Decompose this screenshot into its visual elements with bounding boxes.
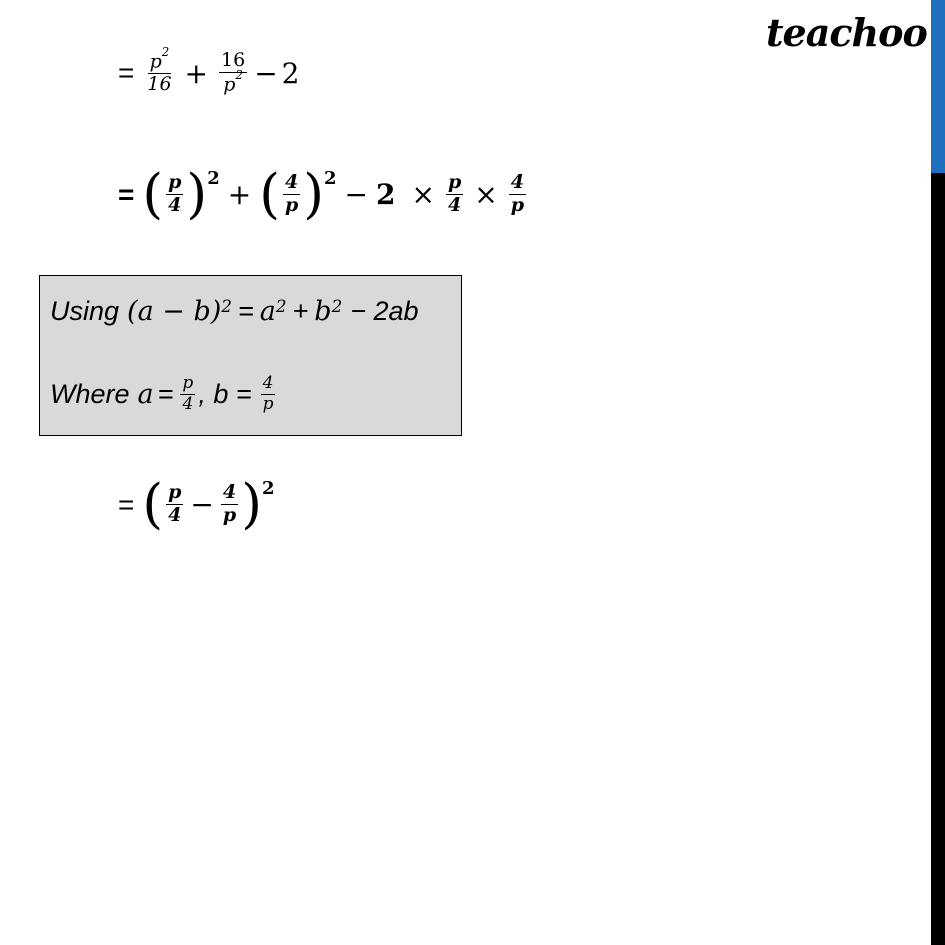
identity-note-box [39,275,462,436]
fraction-p-over-4-note: $\frac{p}{4}$ [182,373,194,414]
fraction-16-over-p2: $\frac{16}{p^2}$ [221,49,246,96]
fraction-4-over-p-note: $\frac{4}{p}$ [262,373,274,414]
equals-sign: = [118,488,135,520]
step-2-expression: = ( $\frac{p}{4}$ ) 2 + ( $\frac{4}{p}$ ) 2 − 2 × $\frac{p}{4}$ × $\frac{4}{p}$ [118,163,525,225]
fraction-p-over-4-b: $\frac{p}{4}$ [447,171,462,217]
minus-sign: − [254,56,278,90]
sidebar-accent-stripe [931,0,945,173]
equals-sign: = [118,57,135,88]
fraction-p-over-4-c: $\frac{p}{4}$ [168,481,182,527]
identity-line: Using (a − b) 2 = a 2 + b 2 − 2ab [50,295,419,327]
constant-two: 2 [281,56,300,90]
step-3-expression: = ( $\frac{p}{4}$ − $\frac{4}{p}$ ) 2 [118,473,275,535]
fraction-4-over-p-b: $\frac{4}{p}$ [510,171,525,217]
step-1-expression [118,44,300,96]
teachoo-logo: teachoo [766,10,927,55]
plus-sign: + [184,56,209,90]
right-sidebar-bar [931,0,945,945]
fraction-4-over-p: $\frac{4}{p}$ [284,171,299,217]
fraction-p-over-4: $\frac{p}{4}$ [168,171,182,217]
fraction-p2-over-16: $\frac{p^2}{16}$ [147,44,172,96]
equals-sign: = [118,178,135,210]
fraction-4-over-p-c: $\frac{4}{p}$ [222,481,237,527]
where-line: Where a = $\frac{p}{4}$ , b = $\frac{4}{p}$ [50,373,274,414]
